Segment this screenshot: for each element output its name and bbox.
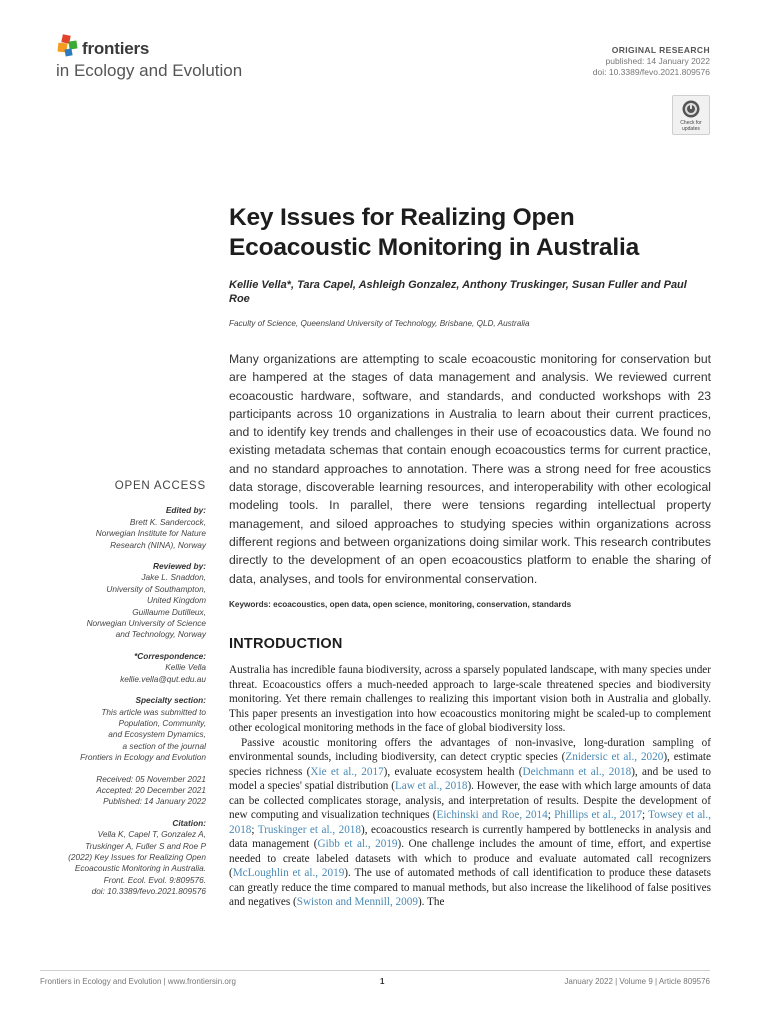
author-list: Kellie Vella*, Tara Capel, Ashleigh Gonzalez, Anthony Truskinger, Susan Fuller and Paul Roe	[229, 279, 687, 305]
keywords-label: Keywords:	[229, 600, 271, 609]
abstract: Many organizations are attempting to scale ecoacoustic monitoring for conservation but are hampered at the stages of data management and analysis. We reviewed current ecoacoustic hardware, software, and standards, and conducted workshops with 23 participants across 10 organizations in Australia to learn about their current practices, and to identify key trends and challenges in their use of ecoacoustics data. We found no existing metadata schemas that contain enough ecoacoustics terms for current practice, and no standard approaches to annotation. There was a strong need for free acoustics data storage, discoverable learning resources, and interoperability with other ecological modeling tools. In parallel, there were tensions regarding intellectual property management, and siloed approaches to studying species within organizations across different regions and between organizations doing similar work. This research contributes directly to the development of an open ecoacoustics platform to enable the sharing of data, analyses, and tools for environmental conservation.	[229, 352, 711, 586]
text-span: ). The use of automated methods of call identification to produce these datasets can greatly reduce the time compared to manual methods, but also increase the likelihood of false positives and negatives (	[229, 867, 711, 908]
edited-by-label: Edited by:	[165, 505, 206, 516]
text-span: Passive acoustic monitoring offers the advantages of non-invasive, long-duration sampling of environmental sounds, including biodiversity, can detect cryptic species (	[229, 736, 711, 763]
citation-link[interactable]: Swiston and Mennill, 2009	[296, 896, 418, 908]
citation-link[interactable]: Towsey et al., 2018	[229, 809, 711, 836]
published-date-sidebar: Published: 14 January 2022	[103, 796, 206, 807]
citation-link[interactable]: Truskinger et al., 2018	[257, 823, 361, 836]
citation-link[interactable]: Phillips et al., 2017	[554, 809, 643, 821]
text-span: ). The	[417, 896, 445, 908]
article-type: ORIGINAL RESEARCH	[611, 45, 710, 55]
frontiers-logo-icon	[56, 34, 80, 58]
keywords-values: ecoacoustics, open data, open science, monitoring, conservation, standards	[273, 600, 572, 609]
citation-link[interactable]: Eichinski and Roe, 2014	[436, 809, 548, 821]
reviewed-by-label: Reviewed by:	[152, 561, 206, 572]
text-span: ;	[642, 809, 649, 821]
doi-link[interactable]: doi: 10.3389/fevo.2021.809576	[592, 67, 710, 77]
citation-line: doi: 10.3389/fevo.2021.809576	[91, 886, 206, 897]
footer-journal-link[interactable]: Frontiers in Ecology and Evolution | www.frontiersin.org	[40, 977, 236, 986]
reviewer-line: Guillaume Dutilleux,	[132, 606, 206, 617]
text-span: ), estimate species richness (	[229, 751, 711, 778]
citation-link[interactable]: McLoughlin et al., 2019	[232, 867, 345, 879]
accepted-date: Accepted: 20 December 2021	[96, 784, 206, 795]
citation-line: Truskinger A, Fuller S and Roe P	[85, 840, 206, 851]
specialty-line: This article was submitted to	[101, 706, 206, 717]
affiliation: Faculty of Science, Queensland University of Technology, Brisbane, QLD, Australia	[229, 319, 530, 328]
specialty-line: Population, Community,	[118, 717, 206, 728]
keywords	[229, 600, 711, 609]
citation-line: Vella K, Capel T, Gonzalez A,	[97, 829, 206, 840]
body-text	[229, 663, 711, 910]
citation-line: Front. Ecol. Evol. 9:809576.	[103, 874, 206, 885]
text-span: ), and be used to model a species' spatial distribution (	[229, 765, 711, 792]
article-sidebar	[40, 481, 206, 898]
text-span: ;	[547, 809, 555, 821]
reviewer-line: Jake L. Snaddon,	[141, 572, 206, 583]
article-meta	[450, 45, 710, 78]
citation-link[interactable]: Znidersic et al., 2020	[565, 751, 664, 763]
citation-link[interactable]: Deichmann et al., 2018	[522, 765, 632, 778]
received-date: Received: 05 November 2021	[96, 773, 206, 784]
journal-name: in Ecology and Evolution	[56, 61, 243, 80]
paragraph-1: Australia has incredible fauna biodiversity, across a sparsely populated landscape, with many species under threat. Ecoacoustics offers a much-needed approach to large-scale threatened species and biodiversity monitoring. Yet there remain challenges to realizing this important vision both in Australia and globally. This paper presents an investigation into how ecoacoustics monitoring might be scaled-up to complement other ecological monitoring methods in the face of global biodiversity loss.	[229, 664, 711, 734]
citation-link[interactable]: Law et al., 2018	[394, 780, 468, 792]
reviewer-line: University of Southampton,	[106, 583, 206, 594]
text-span: ), evaluate ecosystem health (	[383, 765, 523, 778]
crossmark-badge[interactable]	[672, 95, 710, 135]
text-span: ). However, the ease with which large amounts of data can be collected complicates storage, analysis, and interpretation of results. Despite the development of new computing and visualization techniques (	[229, 780, 711, 821]
article-title: Key Issues for Realizing Open Ecoacoustic Monitoring in Australia	[229, 204, 640, 261]
page-number: 1	[380, 977, 385, 986]
footer-issue-info: January 2022 | Volume 9 | Article 809576	[564, 977, 710, 986]
reviewer-line: Norwegian University of Science	[86, 618, 206, 629]
citation-label: Citation:	[172, 817, 206, 828]
published-date: published: 14 January 2022	[605, 56, 710, 66]
open-access-label: OPEN ACCESS	[114, 480, 206, 492]
citation-line: Ecoacoustic Monitoring in Australia.	[74, 863, 206, 874]
citation-link[interactable]: Gibb et al., 2019	[317, 838, 398, 850]
correspondence-label: *Correspondence:	[134, 650, 206, 661]
crossmark-label: Check for updates	[680, 120, 702, 132]
citation-line: (2022) Key Issues for Realizing Open	[68, 851, 206, 862]
text-span: ), ecoacoustics research is currently hampered by bottlenecks in analysis and data management (	[229, 823, 712, 850]
footer-divider	[40, 970, 710, 971]
specialty-label: Specialty section:	[135, 695, 206, 706]
brand-name: frontiers	[82, 39, 150, 58]
specialty-line: Frontiers in Ecology and Evolution	[80, 752, 206, 763]
reviewer-line: and Technology, Norway	[115, 629, 206, 640]
crossmark-icon	[681, 99, 701, 119]
paragraph-2	[229, 736, 711, 910]
correspondence-email[interactable]: kellie.vella@qut.edu.au	[120, 673, 206, 684]
reviewer-line: United Kingdom	[146, 595, 206, 606]
editor-line: Norwegian Institute for Nature	[95, 528, 206, 539]
text-span: ;	[251, 823, 258, 836]
citation-link[interactable]: Xie et al., 2017	[310, 765, 384, 778]
correspondence-name: Kellie Vella	[165, 662, 206, 673]
specialty-line: and Ecosystem Dynamics,	[108, 729, 206, 740]
section-heading: INTRODUCTION	[229, 636, 343, 652]
editor-line: Brett K. Sandercock,	[129, 516, 206, 527]
specialty-line: a section of the journal	[122, 740, 206, 751]
editor-line: Research (NINA), Norway	[110, 539, 206, 550]
text-span: ). One challenge includes the amount of time, effort, and expertise needed to create labeled datasets with which to produce and evaluate automated call recognizers (	[229, 838, 712, 879]
